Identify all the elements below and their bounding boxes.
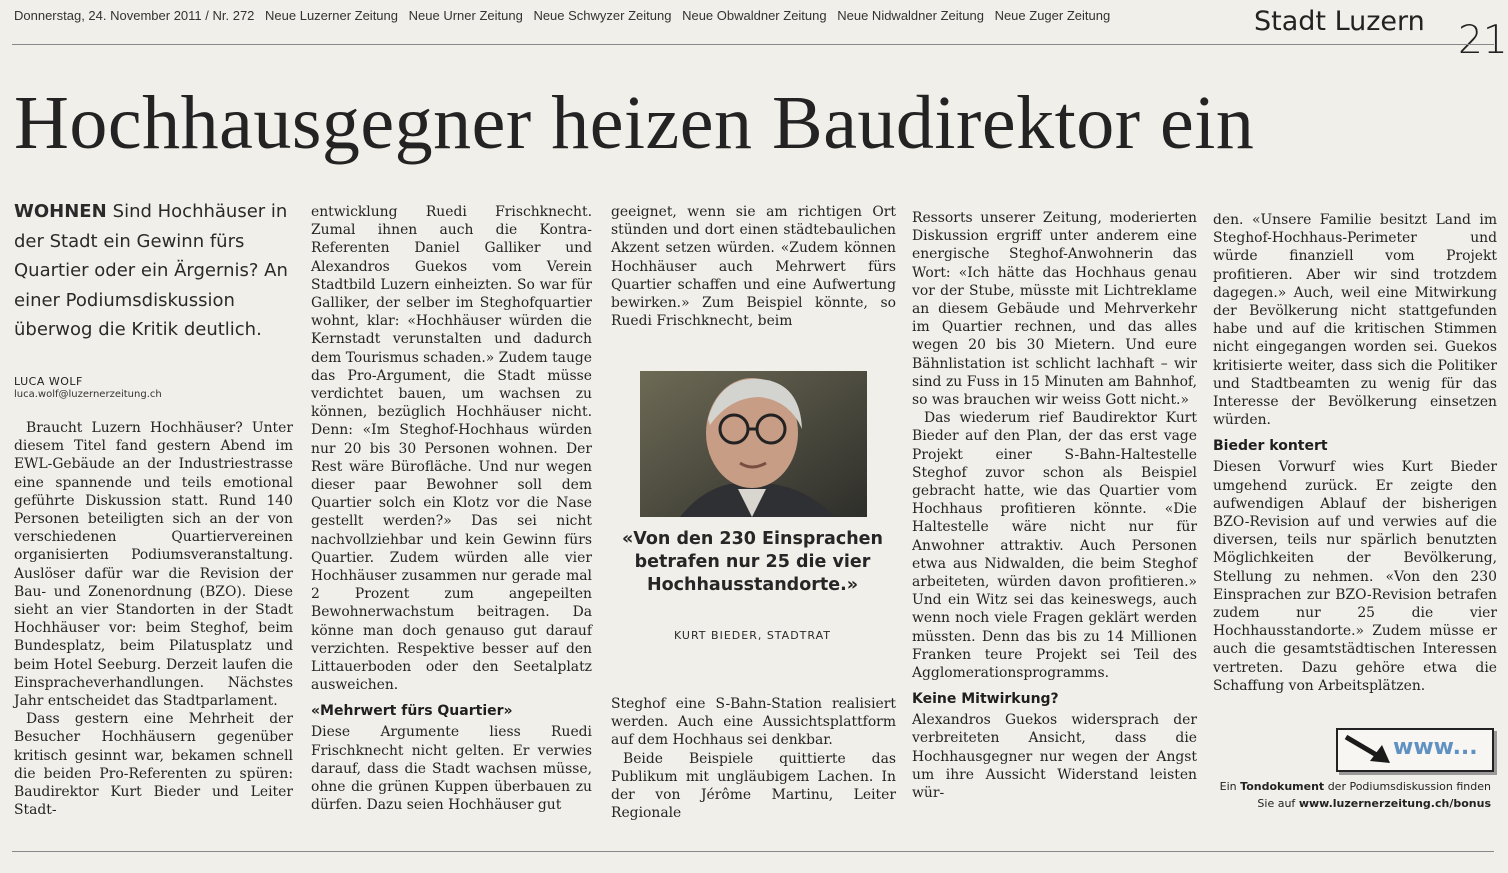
paragraph: Dass gestern eine Mehrheit der Besucher Hochhäusern gegenüber kritisch gesinnt war, bekamen schnell die beiden Pro-Referenten zu spüren: Baudirektor Kurt Bieder und Leiter Stadt- (14, 711, 293, 819)
portrait-illustration (640, 371, 867, 517)
paper-name: Neue Urner Zeitung (408, 8, 523, 23)
paragraph: Ressorts unserer Zeitung, moderierten Diskussion ergriff unter anderem eine energische Steghof-Anwohnerin das Wort: «Ich hätte das Hochhaus genau vor der Stube, müsste mit Lichtreklame an diesem Gebäude und Mehrverkehr im Quartier rechnen, und das alles wegen 20 bis 30 Mietern. Und eure Bähnlistation ist schlicht lachhaft – wir sind zu Fuss in 15 Minuten am Bahnhof, so was brauchen wir weiss Gott nicht.» (912, 210, 1197, 409)
bottom-rule (12, 851, 1494, 852)
article-column-2 (311, 203, 592, 815)
paragraph: Das wiederum rief Baudirektor Kurt Bieder auf den Plan, der das erst vage Projekt einer S-Bahn-Haltestelle Steghof zuvor schon als Beispiel gebracht hatte, wie das Quartier vom Hochhaus profitieren könnte. «Die Haltestelle wäre nicht nur für Anwohner attraktiv. Auch Personen etwa aus Nidwalden, die beim Steghof arbeiteten, würden davon profitieren.» Und ein Witz sei das keineswegs, auch wenn noch viele Fragen geklärt werden müssten. Denn das bis zu 14 Millionen Franken teure Projekt sei Teil des Agglomerationsprogramms. (912, 410, 1197, 682)
paragraph: geeignet, wenn sie am richtigen Ort stünden und dort einen städtebaulichen Akzent setzen würden. «Zudem können Hochhäuser auch Mehrwert fürs Quartier schaffen und eine Aufwertung bewirken.» Zum Beispiel könnte, so Ruedi Frischknecht, beim (611, 204, 896, 330)
article-column-5 (1213, 211, 1497, 695)
paragraph: Beide Beispiele quittierte das Publikum mit ungläubigem Lachen. In der von Jérôme Martinu, Leiter Regionale (611, 750, 896, 822)
issue-date: Donnerstag, 24. November 2011 / Nr. 272 (14, 8, 255, 23)
article-column-3-bottom (611, 695, 896, 822)
section-title: Stadt Luzern (1254, 6, 1425, 37)
page-number: 21 (1458, 18, 1508, 63)
subheading: Keine Mitwirkung? (912, 691, 1059, 708)
masthead (14, 8, 1117, 23)
www-label: www... (1393, 735, 1478, 760)
paper-name: Neue Nidwaldner Zeitung (837, 8, 984, 23)
article-column-3-top (611, 203, 896, 330)
lead-body: Sind Hochhäuser in der Stadt ein Gewinn fürs Quartier oder ein Ärgernis? An einer Podiumsdiskussion überwog die Kritik deutlich. (14, 201, 288, 340)
bonus-note (1196, 778, 1491, 812)
portrait-photo (640, 371, 867, 517)
paper-name: Neue Zuger Zeitung (994, 8, 1111, 23)
paragraph: entwicklung Ruedi Frischknecht. Zumal ihnen auch die Kontra-Referenten Daniel Galliker und Alexandros Guekos vom Verein Stadtbild Luzern einheizten. So war für Galliker, der selber im Steghofquartier wohnt, klar: «Hochhäuser würden die Kernstadt verunstalten und dadurch dem Tourismus schaden.» Zudem tauge das Pro-Argument, die Stadt müsse verdichtet bauen, um wachsen zu können, bezüglich Hochhäuser nicht. Denn: «Im Steghof-Hochhaus würden nur 20 bis 30 Personen wohnen. Der Rest wäre Bürofläche. Und nur wegen dieser paar Bewohner soll dem Quartier solch ein Klotz vor die Nase gestellt werden?» Das sei nicht nachvollziehbar und kein Gewinn fürs Quartier. Zudem würden alle vier Hochhäuser zusammen nur gerade mal 2 Prozent zum angepeilten Bewohnerwachstum beitragen. Da könne man doch genauso gut darauf verzichten. Respektive besser auf den Littauerboden oder den Seetalplatz ausweichen. (311, 204, 592, 694)
pull-quote: «Von den 230 Einsprachen betrafen nur 25 die vier Hochhausstandorte.» (622, 529, 883, 595)
headline: Hochhausgegner heizen Baudirektor ein (14, 81, 1255, 165)
arrow-icon (1340, 731, 1396, 767)
article-column-4 (912, 209, 1197, 802)
masthead-rule (12, 44, 1494, 45)
bonus-url-link[interactable]: www.luzernerzeitung.ch/bonus (1298, 797, 1491, 810)
paragraph: Alexandros Guekos widersprach der verbreiteten Ansicht, dass die Hochhausgegner nur wegen der Angst um ihre Aussicht Widerstand leisten wür- (912, 712, 1197, 802)
paper-name: Neue Schwyzer Zeitung (533, 8, 672, 23)
lead-keyword: WOHNEN (14, 201, 107, 222)
paper-name: Neue Obwaldner Zeitung (682, 8, 827, 23)
bonus-note-line-1: Ein Tondokument der Podiumsdiskussion finden (1219, 780, 1491, 793)
paragraph: Diesen Vorwurf wies Kurt Bieder umgehend zurück. Er zeigte den aufwendigen Ablauf der bisherigen BZO-Revision auf und verwies auf die diversen, teils nur spärlich benutzten Möglichkeiten der Bevölkerung, Stellung zu nehmen. «Von den 230 Einsprachen zur BZO-Revision betrafen zudem nur 25 die vier Hochhausstandorte.» Zudem müsse er auch die gesamtstädtischen Interessen vertreten. Dazu gehöre etwa die Schaffung von Arbeitsplätzen. (1213, 459, 1497, 694)
bonus-note-line-2: Sie auf www.luzernerzeitung.ch/bonus (1257, 797, 1491, 810)
paragraph: Steghof eine S-Bahn-Station realisiert werden. Auch eine Aussichtsplattform auf dem Hochhaus sei denkbar. (611, 696, 896, 749)
lead-text (14, 197, 296, 345)
paragraph: Braucht Luzern Hochhäuser? Unter diesem Titel fand gestern Abend im EWL-Gebäude an der Industriestrasse eine spannende und teils emotional geführte Diskussion statt. Rund 140 Personen beteiligten sich an der von verschiedenen Quartiervereinen organisierten Podiumsveranstaltung. Auslöser dafür war die Revision der Bau- und Zonenordnung (BZO). Diese sieht an vier Standorten in der Stadt Hochhäuser vor: beim Steghof, beim Bundesplatz, beim Pilatusplatz und beim Hotel Seeburg. Derzeit laufen die Einspracheverhandlungen. Nächstes Jahr entscheidet das Stadtparlament. (14, 420, 293, 710)
paper-name: Neue Luzerner Zeitung (265, 8, 399, 23)
www-bonus-box[interactable] (1336, 728, 1494, 772)
bonus-note-keyword: Tondokument (1240, 780, 1325, 793)
author-name: LUCA WOLF (14, 375, 83, 388)
subheading: Bieder kontert (1213, 438, 1328, 455)
article-column-1 (14, 419, 293, 819)
author-email[interactable]: luca.wolf@luzernerzeitung.ch (14, 389, 162, 400)
subheading: «Mehrwert fürs Quartier» (311, 703, 513, 720)
pull-quote-source: KURT BIEDER, STADTRAT (674, 629, 831, 642)
paragraph: Diese Argumente liess Ruedi Frischknecht nicht gelten. Er verwies darauf, dass die Stadt wachsen müsse, ohne die grünen Kuppen überbauen zu dürfen. Dazu seien Hochhäuser gut (311, 724, 592, 814)
paragraph: den. «Unsere Familie besitzt Land im Steghof-Hochhaus-Perimeter und würde finanziell vom Projekt profitieren. Aber wir sind trotzdem dagegen.» Auch, weil eine Mitwirkung der Bevölkerung nicht stattgefunden habe und auf die kritischen Stimmen nicht eingegangen worden sei. Guekos kritisierte weiter, dass sich die Politiker und Stadtbeamten zu wenig für das Interesse der Bevölkerung einsetzen würden. (1213, 212, 1497, 429)
